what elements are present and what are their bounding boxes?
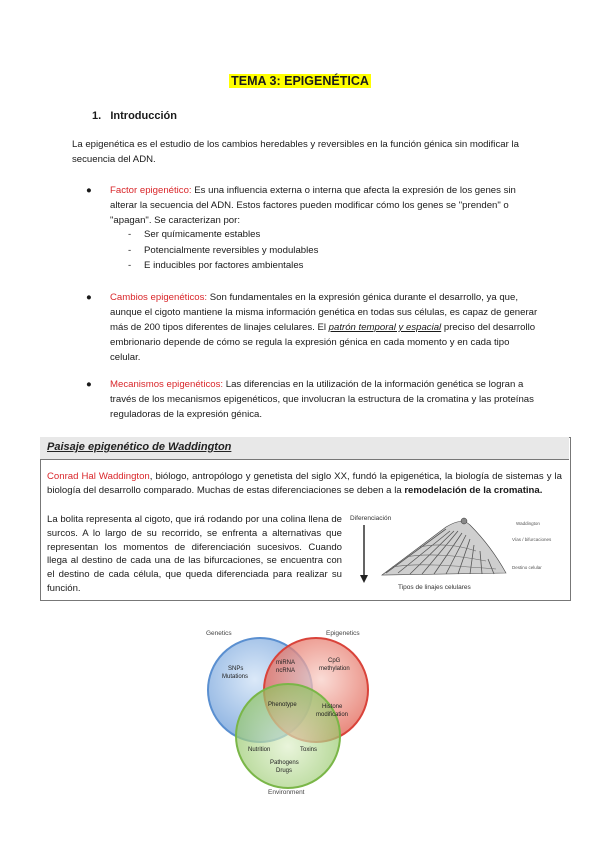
waddington-landscape-figure: [346, 507, 560, 595]
figure-side-label: Vías / bifurcaciones: [512, 537, 552, 542]
bullet-dot: ●: [86, 292, 92, 303]
venn-region-text: Mutations: [222, 674, 249, 680]
bullet-text: Son fundamentales en la expresión génica durante el desarrollo, ya que, aunque el cigoto mantiene la misma información genética en todas sus células, es capaz de generar más de 200 tipos diferentes de linajes celulares. El: [110, 292, 538, 333]
bullet-dot: ●: [86, 185, 92, 196]
bullet-text: Las diferencias en la utilización de la información genética se logran a través de los mecanismos epigenéticos, que involucran la estructura de la cromatina y las proteínas reguladoras de la expresión génica.: [110, 379, 534, 420]
person-name: Conrad Hal Waddington: [47, 471, 150, 482]
figure-side-label: Waddington: [516, 521, 540, 526]
bullet-term: Factor epigenético:: [110, 185, 192, 196]
venn-region-text: modification: [316, 712, 349, 718]
venn-region-text: SNPs: [228, 666, 244, 672]
box-heading: Paisaje epigenético de Waddington: [40, 437, 569, 460]
venn-region-text: ncRNA: [276, 668, 296, 674]
figure-side-label: Destino celular: [512, 565, 542, 570]
sublist-item: - Potencialmente reversibles y modulables: [128, 243, 318, 259]
box-paragraph-2: La bolita representa al cigoto, que irá rodando por una colina llena de surcos. A lo largo de su recorrido, se enfrenta a alternativas que representan los momentos de diferenciación sucesivos. Cuando llega al destino de cada una de las bifurcaciones, se encuentra con el destino de cada célula, que queda diferenciada para realizar su función.: [47, 514, 342, 594]
venn-center-label: Phenotype: [268, 702, 297, 708]
venn-region-text: miRNA: [276, 660, 295, 666]
bullet-dot: ●: [86, 379, 92, 390]
sublist-item: - E inducibles por factores ambientales: [128, 258, 318, 274]
landscape-drawing: [382, 518, 506, 575]
sublist: [128, 227, 318, 274]
venn-region-text: Histone: [322, 704, 343, 710]
bullet-term: Cambios epigenéticos:: [110, 292, 208, 303]
bullet-term: Mecanismos epigenéticos:: [110, 379, 224, 390]
emphasis-text: patrón temporal y espacial: [328, 322, 442, 333]
figure-bottom-label: Tipos de linajes celulares: [398, 584, 471, 591]
venn-region-text: Drugs: [276, 768, 293, 774]
bullet-text: Es una influencia externa o interna que afecta la expresión de los genes sin alterar la secuencia del ADN. Estos factores pueden modificar cómo los genes se "prenden" o "apagan". Se caracterizan por:: [110, 185, 516, 226]
venn-region-text: Toxins: [300, 747, 318, 753]
venn-region-text: Nutrition: [248, 747, 271, 753]
section-heading: 1. Introducción: [92, 110, 177, 122]
intro-paragraph: La epigenética es el estudio de los cambios heredables y reversibles en la función génica sin modificar la secuencia del ADN.: [72, 139, 519, 165]
venn-region-text: methylation: [319, 666, 350, 672]
sublist-item: - Ser químicamente estables: [128, 227, 318, 243]
page-title: TEMA 3: EPIGENÉTICA: [231, 74, 369, 88]
box-paragraph-1: Conrad Hal Waddington, biólogo, antropólogo y genetista del siglo XX, fundó la epigenética, la biología de sistemas y la biología del desarrollo comparado. Muchas de estas diferenciaciones se deben a la remodelación de la cromatina.: [47, 471, 562, 496]
venn-label-environment: Environment: [268, 789, 305, 796]
venn-region-text: Pathogens: [270, 760, 299, 766]
venn-label-epigenetics: Epigenetics: [326, 630, 360, 637]
venn-region-text: CpG: [328, 658, 341, 664]
bullet-text: preciso del desarrollo embrionario depende de cómo se regula la expresión génica en cada momento y en cada tipo celular.: [110, 322, 536, 363]
axis-label: Diferenciación: [350, 515, 392, 522]
venn-label-genetics: Genetics: [206, 630, 232, 637]
venn-diagram: [196, 626, 386, 796]
